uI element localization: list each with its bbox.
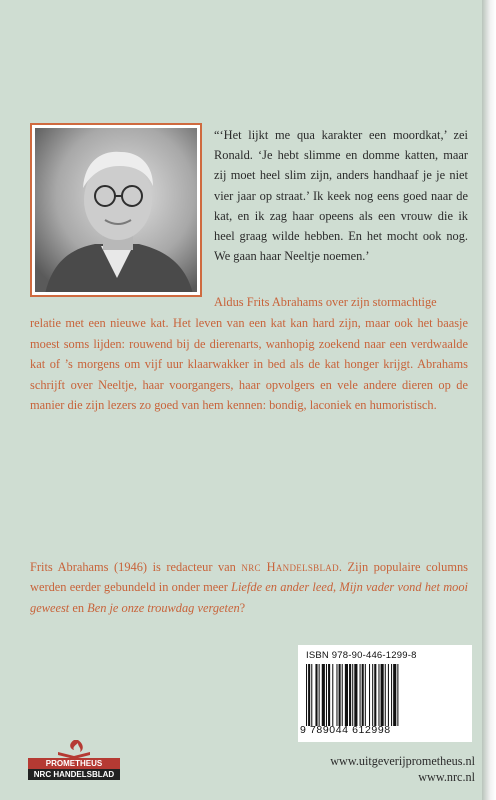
barcode-bar (315, 664, 317, 726)
barcode-bar (349, 664, 351, 726)
barcode-bar (322, 664, 325, 726)
barcode-bar (342, 664, 343, 726)
barcode-bar (397, 664, 398, 726)
author-portrait-image (35, 128, 197, 292)
publisher-name (28, 758, 120, 780)
book-title: Liefde en ander leed (231, 580, 334, 595)
author-photo (35, 128, 197, 292)
barcode-bar (339, 664, 341, 726)
barcode-bar (326, 664, 327, 726)
isbn-label: ISBN 978-90-446-1299-8 (306, 650, 417, 661)
barcode-box (298, 645, 472, 742)
description-paragraph: relatie met een nieuwe kat. Het leven van een kat kan hard zijn, maar ook het baasje moest soms lijden: rouwend bij de dierenarts, wanhopig zoekend naar een verdwaalde kat of ’s morgens om vijf uur klaarwakker in bed als de kat honger krijgt. Abrahams schrijft over Neeltje, haar voorgangers, haar opvolgers en vele andere dieren op de manier die zijn lezers zo goed van hem kennen: bondig, laconiek en humoristisch. (30, 316, 468, 413)
barcode-bar (372, 664, 373, 726)
barcode-bar (393, 664, 396, 726)
author-bio (30, 557, 468, 618)
barcode-bar (332, 664, 333, 726)
website-links (310, 753, 475, 785)
barcode-bar (336, 664, 337, 726)
book-title: Ben je onze trouwdag vergeten (87, 600, 240, 615)
bio-separator: , (333, 580, 340, 595)
nrc-website-link[interactable]: www.nrc.nl (418, 770, 475, 784)
barcode-bar (388, 664, 389, 726)
barcode-bar (306, 664, 307, 726)
publisher-line-1: PROMETHEUS (28, 758, 120, 769)
bio-text: Frits Abrahams (1946) is redacteur van (30, 560, 242, 574)
page-edge (482, 0, 496, 800)
barcode-bar (319, 664, 320, 726)
barcode-bar (345, 664, 348, 726)
barcode-bar (374, 664, 376, 726)
barcode-bar (381, 664, 384, 726)
barcode-bar (385, 664, 386, 726)
barcode-bar (391, 664, 392, 726)
barcode-bar (311, 664, 312, 726)
barcode-icon (306, 664, 464, 726)
bio-separator: en (69, 600, 88, 615)
description-first-line: Aldus Frits Abrahams over zijn stormachtige (214, 295, 437, 309)
author-photo-frame (30, 123, 202, 297)
publisher-website-link[interactable]: www.uitgeverijprometheus.nl (330, 754, 475, 768)
publisher-logo (28, 738, 120, 779)
bio-text: . Zijn populaire columns werden eerder gebundeld in onder meer (30, 560, 468, 595)
barcode-bar (352, 664, 353, 726)
barcode-bar (308, 664, 310, 726)
newspaper-name: nrc Handelsblad (241, 560, 339, 574)
publisher-line-2: NRC HANDELSBLAD (28, 769, 120, 780)
barcode-digits: 9 789044 612998 (300, 724, 391, 736)
barcode-bar (378, 664, 379, 726)
barcode-bar (354, 664, 357, 726)
back-cover-quote: “‘Het lijkt me qua karakter een moordkat,’ zei Ronald. ‘Je hebt slimme en domme katten, maar zij moet heel slim zijn, anders handhaaf je je niet vier jaar op straat.’ Ik keek nog eens goed naar de kat, en ik zag haar opeens als een vrouw die ik heel graag wilde hebben. En het mocht ook nog. We gaan haar Neeltje noemen.’ (214, 128, 468, 264)
barcode-bar (362, 664, 364, 726)
barcode-bar (365, 664, 366, 726)
book-title: Mijn vader vond het mooi geweest (30, 580, 468, 615)
barcode-bar (328, 664, 330, 726)
prometheus-torch-icon (28, 738, 120, 760)
barcode-bar (369, 664, 370, 726)
barcode-bar (360, 664, 361, 726)
bio-end: ? (239, 600, 246, 615)
